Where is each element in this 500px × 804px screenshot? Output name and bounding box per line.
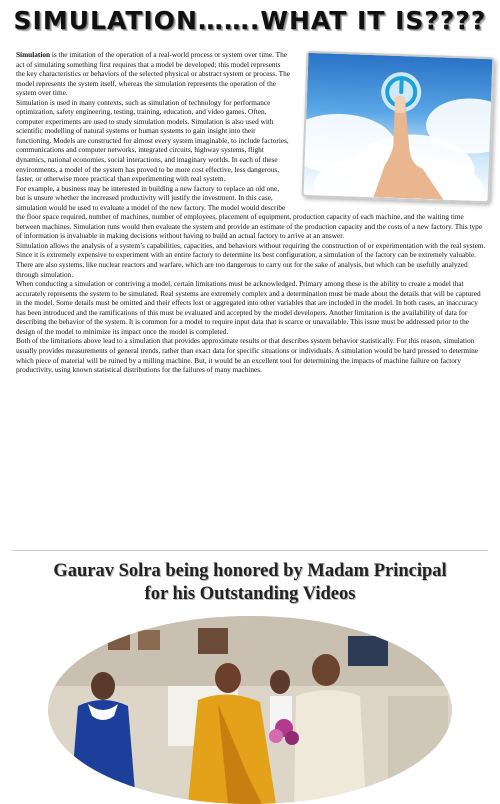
cloud-photo-frame — [302, 51, 495, 203]
news-headline — [0, 560, 500, 606]
page-title: SIMULATION…….WHAT IT IS???? — [13, 6, 487, 35]
article-paragraph-4: Simulation allows the analysis of a system’s capabilities, capacities, and behaviors without requiring the construction of or experimentation with the real system. Since it is extremely expensive to experiment with an entire factory to determine its best configuration, a simulation of the factory can be extremely valuable. There are also systems, like nuclear reactors and warfare, which are too dangerous to carry out for the sake of analysis, but which can be usefully analyzed through simulation. — [16, 240, 486, 279]
pointing-finger-icon — [374, 95, 448, 199]
article-paragraph-3: For example, a business may be interested in building a new factory to replace an old one, but is unsure whether the increased productivity will justify the investment. In this case, simulation would be used to evaluate a model of the new factory. The model would describe the floor space required, number of machines, number of employees, placement of equipment, production capacity of each machine, and the waiting time between machines. Simulation runs would then evaluate the system and provide an estimate of the production capacity and the costs of a new factory. This type of information is invaluable in making decisions without having to build an actual factory to arrive at an answer. — [16, 183, 483, 241]
cloud-power-image — [298, 50, 494, 202]
article-paragraph-5: When conducting a simulation or contriving a model, certain limitations must be acknowledged. Primary among these is the ability to create a model that accurately represents the system to be simulated. Real systems are extremely complex and a determination must be made about the details that will be captured in the model. Some details must be omitted and their effects lost or aggregated into other variables that are included in the model. In both cases, an inaccuracy has been introduced and the ramifications of this must be evaluated and accepted by the model developers. Another limitation is the availability of data for describing the behavior of the system. It is common for a model to require input data that is scarce or unavailable. This issue must be addressed prior to the design of the model to minimize its impact once the model is completed. — [16, 279, 481, 336]
news-headline-line-2: for his Outstanding Videos — [144, 584, 356, 604]
news-headline-line-1: Gaurav Solra being honored by Madam Principal — [53, 561, 447, 581]
article-lead-term: Simulation — [16, 50, 51, 59]
simulation-article — [16, 50, 488, 375]
article-paragraph-1-text: is the imitation of the operation of a real-world process or system over time. The act of simulating something first requires that a model be developed; this model represents the key characteristics or behaviors of the selected physical or abstract system or process. The model represents the system itself, whereas the simulation represents the operation of the system over time. — [16, 50, 291, 98]
award-ceremony-photo — [48, 616, 452, 804]
section-divider — [12, 550, 488, 551]
article-paragraph-6: Both of the limitations above lead to a simulation that provides approximate results or that describes system behavior statistically. For this reason, simulation usually provides measurements of general trends, rather than exact data for specific situations or individuals. A simulation would be hard pressed to determine which piece of material will be ruined by a milling machine. But, it would be an excellent tool for determining the impacts of machine failure on factory productivity, using known statistical distributions for the failures of many machines. — [16, 336, 479, 375]
article-paragraph-2: Simulation is used in many contexts, such as simulation of technology for performance optimization, safety engineering, testing, training, education, and video games. Often, computer experiments are used to study simulation models. Simulation is also used with scientific modelling of natural systems or human systems to gain insight into their functioning. Models are constructed for almost every system imaginable, to include factories, communications and computer networks, integrated circuits, highway systems, flight dynamics, national economies, social interactions, and imaginary worlds. In each of these environments, a model of the system has proved to be more cost effective, less dangerous, faster, or otherwise more practical than experimenting with real system. — [16, 97, 289, 184]
